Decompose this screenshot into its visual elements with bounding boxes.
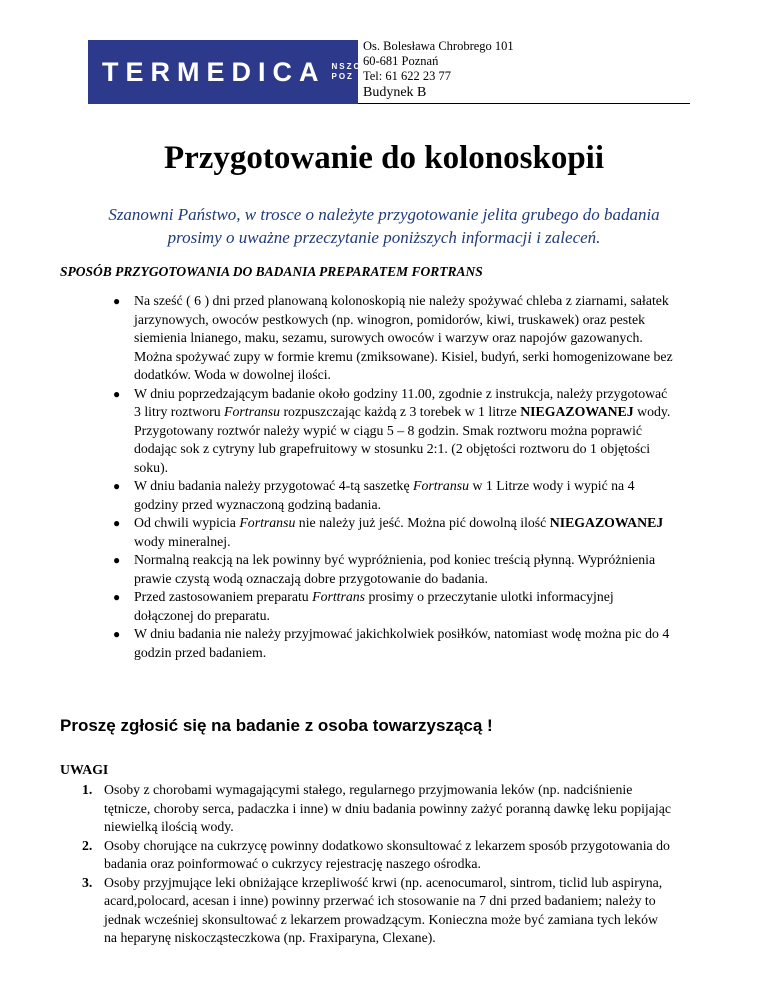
drug-name: Forttrans (312, 589, 366, 604)
section-title: SPOSÓB PRZYGOTOWANIA DO BADANIA PREPARATEM FORTRANS (60, 264, 483, 279)
address-building: Budynek B (363, 85, 427, 100)
bullet-text-part: W dniu poprzedzającym badanie około godziny 11.00, zgodnie z instrukcja, należy przygotować 3 litry roztworu (134, 385, 668, 419)
companion-notice: Proszę zgłosić się na badanie z osoba towarzyszącą ! (60, 716, 493, 735)
note-text: Osoby przyjmujące leki obniżające krzepliwość krwi (np. acenocumarol, sintrom, ticlid lub aspiryna, acard,polocard, acesan i inne) powinny przerwać ich stosowanie na 7 dni przed badaniem; należy to jednak wcześniej skonsultować z lekarzem prowadzącym. Konieczna może być zamiana tych leków na heparynę niskocząsteczkowa (np. Fraxiparyna, Clexane). (104, 874, 663, 945)
bullet-icon: ● (113, 294, 121, 308)
notes-list (0, 781, 700, 948)
bullet-icon: ● (113, 627, 121, 641)
address-postcode: 60-681 Poznań (363, 54, 439, 68)
notes-heading: UWAGI (60, 762, 109, 777)
intro-text (60, 203, 708, 249)
drug-name: Fortransu (224, 404, 281, 419)
bullet-text: Na sześć ( 6 ) dni przed planowaną kolonoskopią nie należy spożywać chleba z ziarnami, sałatek jarzynowych, owoców pestkowych (np. winogron, pomidorów, kiwi, truskawek) oraz pestek siemienia lnianego, maku, sezamu, surowych owoców i warzyw oraz napojów gazowanych. Można spożywać zupy w formie kremu (zmiksowane). Kisiel, budyń, serki homogenizowane bez dodatków. Woda w dowolnej ilości. (134, 293, 673, 382)
logo-sub-line1: NSZOZ (331, 62, 369, 71)
bullet-icon: ● (113, 386, 121, 401)
bullet-text-part: W dniu badania należy przygotować 4-tą saszetkę (134, 478, 414, 493)
clinic-address (363, 39, 514, 101)
note-text: Osoby chorujące na cukrzycę powinny dodatkowo skonsultować z lekarzem sposób przygotowania do badania oraz poinformować o cukrzycy rejestrację naszego ośrodka. (104, 837, 670, 871)
bullet-text-part: Od chwili wypicia (134, 515, 240, 530)
bullet-text-part: w 1 Litrze wody i wypić na 4 godziny przed wyznaczoną godziną badania. (134, 478, 635, 512)
address-street: Os. Bolesława Chrobrego 101 (363, 39, 514, 53)
drug-name: Fortransu (413, 478, 469, 493)
note-text: Osoby z chorobami wymagającymi stałego, regularnego przyjmowania leków (np. nadciśnienie tętnicze, choroby serca, padaczka i inne) w dniu badania powinny zażyć poranną dawkę leku popijając niewielką ilością wody. (104, 782, 671, 834)
emphasis: NIEGAZOWANEJ (520, 404, 634, 419)
bullet-text-part: nie należy już jeść. Można pić dowolną ilość (295, 515, 550, 530)
list-item (0, 385, 674, 478)
bullet-text-part: rozpuszczając każdą z 3 torebek w 1 litrze (280, 404, 521, 419)
bullet-text: W dniu badania nie należy przyjmować jakichkolwiek posiłków, natomiast wodę można pic do 4 godzin przed badaniem. (134, 626, 670, 660)
bullet-icon: ● (113, 479, 121, 493)
bullet-icon: ● (113, 553, 121, 567)
list-item (0, 625, 674, 662)
list-item (0, 837, 674, 874)
list-item (0, 292, 674, 385)
emphasis: NIEGAZOWANEJ (549, 515, 664, 530)
page-title: Przygotowanie do kolonoskopii (163, 140, 605, 176)
intro-line-1: Szanowni Państwo, w trosce o należyte przygotowanie jelita grubego do badania (108, 205, 660, 224)
bullet-icon: ● (113, 590, 121, 604)
note-number: 1. (82, 782, 93, 797)
intro-line-2: prosimy o uważne przeczytanie poniższych informacji i zaleceń. (167, 228, 601, 247)
list-item (0, 514, 674, 551)
drug-name: Fortransu (239, 515, 296, 530)
note-number: 3. (82, 874, 93, 890)
termedica-logo (88, 40, 369, 104)
bullet-text-part: wody. Przygotowany roztwór należy wypić w ciągu 5 – 8 godzin. Smak roztworu można poprawić dodając sok z cytryny lub grapefruitowy w stosunku 2:1. (2 objętości roztworu do 1 objętości soku). (134, 404, 671, 475)
list-item (0, 551, 674, 588)
list-item (0, 874, 674, 948)
address-phone: Tel: 61 622 23 77 (363, 69, 452, 83)
bullet-text-part: prosimy o przeczytanie ulotki informacyjnej dołączonej do preparatu. (134, 589, 614, 623)
list-item (0, 477, 674, 514)
preparation-list (0, 292, 700, 662)
bullet-text-part: Przed zastosowaniem preparatu (134, 589, 313, 604)
bullet-text: Normalną reakcją na lek powinny być wypróżnienia, pod koniec treścią płynną. Wypróżnienia prawie czystą wodą oznaczają dobre przygotowanie do badania. (134, 552, 656, 586)
list-item (0, 588, 674, 625)
bullet-text-part: wody mineralnej. (134, 533, 231, 549)
logo-sub-line2: POZ (331, 72, 354, 81)
note-number: 2. (82, 837, 93, 853)
header-rule (358, 103, 690, 104)
list-item (0, 781, 674, 837)
bullet-icon: ● (113, 516, 121, 530)
logo-wordmark: TERMEDICA (102, 56, 326, 87)
